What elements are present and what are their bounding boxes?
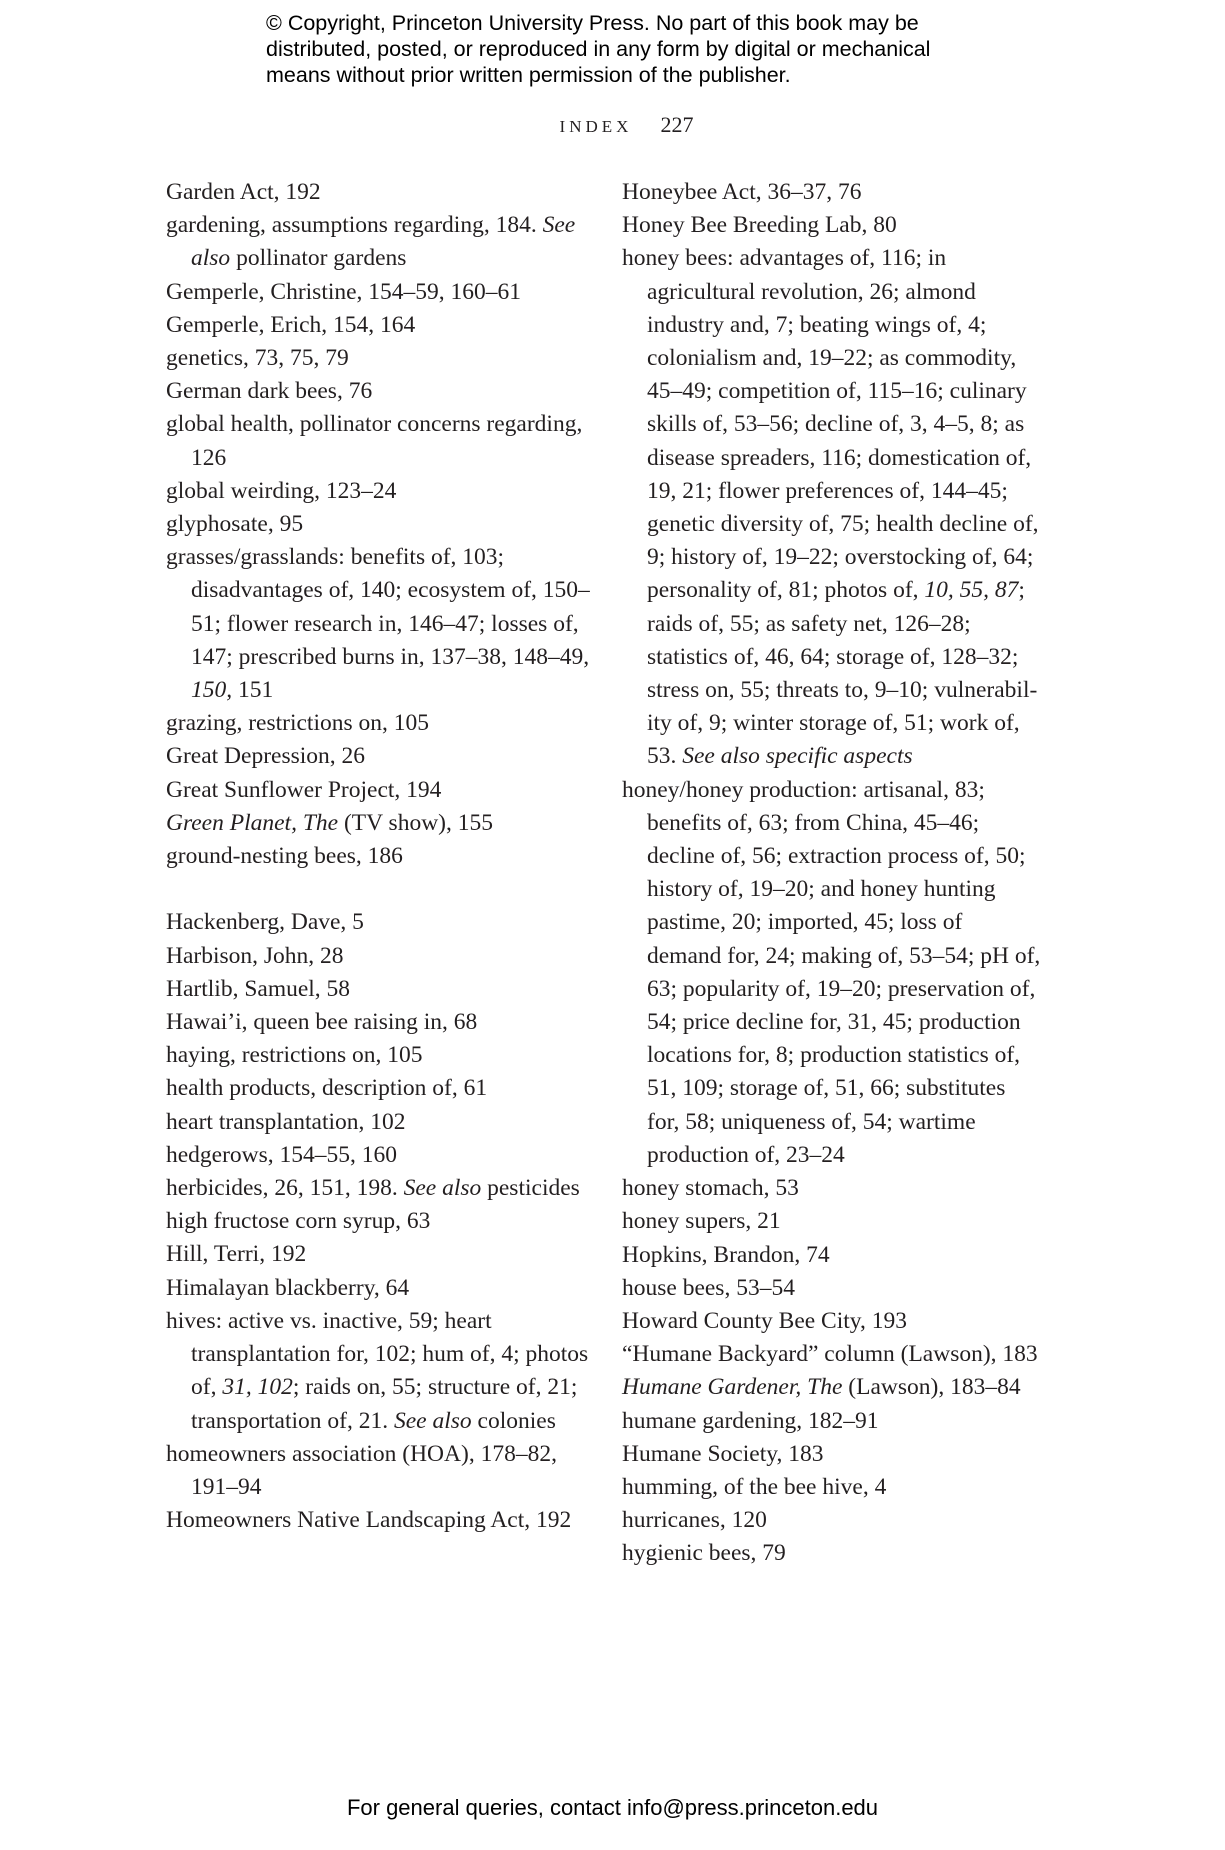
index-entry-text: (Lawson), 183–84 [842, 1374, 1021, 1401]
index-entry-text: 151 [232, 677, 274, 704]
index-entry-text: Honeybee Act, 36–37, 76 [622, 179, 862, 205]
index-entry [622, 242, 1042, 773]
index-entry-text: house bees, 53–54 [622, 1274, 795, 1301]
index-entry-text: ; raids of, 55; as safety net, 126–28; statistics of, 46, 64; storage of, 128–32; stress on, 55; threats to, 9–10; vulnerabil-ity of, 9; winter storage of, 51; work of, 53. [647, 577, 1038, 770]
copyright-line: distributed, posted, or reproduced in any form by digital or mechanical [266, 37, 931, 61]
index-entry [622, 1371, 1042, 1404]
index-entry [166, 375, 596, 408]
index-entry-text: homeowners association (HOA), 178–82, 191–94 [166, 1440, 557, 1500]
index-entry [166, 1205, 596, 1238]
index-entry-text: herbicides, 26, 151, 198. [166, 1175, 404, 1202]
index-entry-text: Great Depression, 26 [166, 743, 366, 770]
index-entry-italic: See also specific aspects [682, 743, 913, 770]
index-entry [622, 1471, 1042, 1504]
index-entry-text: genetics, 73, 75, 79 [166, 345, 349, 372]
index-entry-text: honey supers, 21 [622, 1208, 781, 1235]
index-column-right [622, 176, 1042, 1571]
index-entry [166, 973, 596, 1006]
index-entry [166, 1272, 596, 1305]
index-entry-text: grazing, restrictions on, 105 [166, 710, 430, 737]
index-entry [166, 840, 596, 873]
index-entry-text: Gemperle, Erich, 154, 164 [166, 311, 416, 338]
index-entry [166, 1139, 596, 1172]
index-entry-italic: Green Planet, The [166, 809, 339, 836]
index-entry-text: Hawai’i, queen bee raising in, 68 [166, 1009, 478, 1036]
index-entry-italic: See also [403, 1175, 482, 1202]
running-head [0, 110, 1225, 142]
index-entry-text: Honey Bee Breeding Lab, 80 [622, 212, 897, 239]
index-entry [166, 176, 596, 209]
index-entry [622, 1305, 1042, 1338]
index-entry [622, 1504, 1042, 1537]
index-entry-text: grasses/grasslands: benefits of, 103; disadvantages of, 140; ecosystem of, 150–51; flower research in, 146–47; losses of, 147; prescribed burns in, 137–38, 148–49, [166, 544, 590, 670]
copyright-line: means without prior written permission of the publisher. [266, 63, 791, 87]
index-entry-text: gardening, assumptions regarding, 184. [166, 212, 543, 239]
copyright-line: © Copyright, Princeton University Press. No part of this book may be [266, 11, 919, 35]
index-entry-text: humming, of the bee hive, 4 [622, 1473, 887, 1500]
page-number: 227 [660, 112, 694, 137]
index-entry-text: hygienic bees, 79 [622, 1540, 786, 1567]
copyright-notice [266, 10, 1026, 88]
footer-contact: For general queries, contact info@press.princeton.edu [346, 1795, 879, 1820]
index-entry-text: Great Sunflower Project, 194 [166, 776, 442, 803]
index-entry-text: haying, restrictions on, 105 [166, 1042, 423, 1069]
index-entry-text: Humane Society, 183 [622, 1440, 824, 1467]
index-entry-text: ground-nesting bees, 186 [166, 843, 403, 870]
index-entry [166, 1238, 596, 1271]
index-entry [166, 1039, 596, 1072]
index-entry [622, 1239, 1042, 1272]
index-entry-text: glyphosate, 95 [166, 511, 304, 538]
index-entry-text: German dark bees, 76 [166, 378, 373, 405]
index-entry [622, 1172, 1042, 1205]
index-entry [166, 906, 596, 939]
index-entry [166, 309, 596, 342]
index-entry [166, 1438, 596, 1504]
index-entry-italic: 10, 55, 87 [924, 577, 1019, 604]
index-entry [166, 209, 596, 275]
running-head-label: INDEX [559, 117, 633, 136]
index-entry-text: Hartlib, Samuel, 58 [166, 975, 351, 1002]
index-entry-text: hives: active vs. inactive, 59; heart transplantation for, 102; hum of, 4; photos of, [166, 1307, 589, 1401]
index-entry-text: honey bees: advantages of, 116; in agricultural revolution, 26; almond industry and, 7; beating wings of, 4; colonialism and, 19–22; as commodity, 45–49; competition of, 115–16; culinary skills of, 53–56; decline of, 3, 4–5, 8; as disease spreaders, 116; domestication of, 19, 21; flower preferences of, 144–45; genetic diversity of, 75; health decline of, 9; history of, 19–22; overstocking of, 64; personality of, 81; photos of, [622, 245, 1039, 604]
index-entry [166, 276, 596, 309]
index-entry [166, 1106, 596, 1139]
index-entry-text: Harbison, John, 28 [166, 942, 344, 969]
index-entry [622, 1438, 1042, 1471]
index-entry-text: honey/honey production: artisanal, 83; benefits of, 63; from China, 45–46; decline of, 56; extraction process of, 50; history of, 19–20; and honey hunting pastime, 20; imported, 45; loss of demand for, 24; making of, 53–54; pH of, 63; popularity of, 19–20; preservation of, 54; price decline for, 31, 45; production locations for, 8; production statistics of, 51, 109; storage of, 51, 66; substitutes for, 58; uniqueness of, 54; wartime production of, 23–24 [622, 776, 1041, 1168]
index-entry [166, 475, 596, 508]
index-entry [622, 1405, 1042, 1438]
index-entry [166, 740, 596, 773]
index-entry-text: Himalayan blackberry, 64 [166, 1274, 410, 1301]
index-entry-text: hedgerows, 154–55, 160 [166, 1141, 398, 1168]
index-entry-italic: See also [191, 212, 576, 272]
index-entry-italic: 150, [191, 677, 233, 704]
index-entry [166, 1504, 596, 1537]
index-entry-text: global health, pollinator concerns regarding, 126 [166, 411, 583, 471]
index-entry [622, 774, 1042, 1172]
index-entry [166, 508, 596, 541]
index-entry-italic: See also [393, 1407, 472, 1434]
index-entry [166, 940, 596, 973]
index-entry [166, 774, 596, 807]
index-entry [622, 1205, 1042, 1238]
index-entry [622, 1338, 1042, 1371]
index-entry-text: Gemperle, Christine, 154–59, 160–61 [166, 278, 522, 305]
index-entry [166, 541, 596, 707]
index-entry-text: health products, description of, 61 [166, 1075, 488, 1102]
index-entry [166, 1305, 596, 1438]
index-entry-text: hurricanes, 120 [622, 1507, 767, 1534]
index-entry-text: humane gardening, 182–91 [622, 1407, 879, 1434]
index-entry [166, 707, 596, 740]
index-entry-text: Homeowners Native Landscaping Act, 192 [166, 1507, 572, 1534]
index-entry-text: heart transplantation, 102 [166, 1108, 406, 1135]
index-entry [166, 1172, 596, 1205]
index-entry [166, 1072, 596, 1105]
index-entry-text: Hill, Terri, 192 [166, 1241, 307, 1268]
index-entry-text: (TV show), 155 [338, 809, 493, 836]
index-entry-text: global weirding, 123–24 [166, 477, 397, 504]
index-entry-text: “Humane Backyard” column (Lawson), 183 [622, 1341, 1038, 1368]
index-entry [166, 408, 596, 474]
index-entry-text: colonies [471, 1407, 556, 1434]
index-entry-text: Hopkins, Brandon, 74 [622, 1241, 830, 1268]
index-entry [166, 342, 596, 375]
index-entry [622, 1272, 1042, 1305]
index-entry-text: pesticides [481, 1175, 580, 1202]
index-entry-text: honey stomach, 53 [622, 1175, 799, 1202]
index-entry [166, 807, 596, 840]
index-entry-text: Hackenberg, Dave, 5 [166, 909, 364, 936]
index-entry-italic: 31, 102 [222, 1374, 293, 1401]
index-entry [622, 176, 1042, 209]
index-entry-text: Garden Act, 192 [166, 179, 321, 205]
index-entry-italic: Humane Gardener, The [622, 1374, 843, 1401]
index-entry-text: Howard County Bee City, 193 [622, 1307, 908, 1334]
index-entry-text: high fructose corn syrup, 63 [166, 1208, 431, 1235]
index-entry [622, 209, 1042, 242]
index-column-left [166, 176, 596, 1537]
index-entry-text: ; raids on, 55; structure of, 21; transportation of, 21. [191, 1374, 578, 1434]
index-entry [166, 1006, 596, 1039]
index-entry [622, 1537, 1042, 1570]
index-entry-text: pollinator gardens [230, 245, 407, 272]
